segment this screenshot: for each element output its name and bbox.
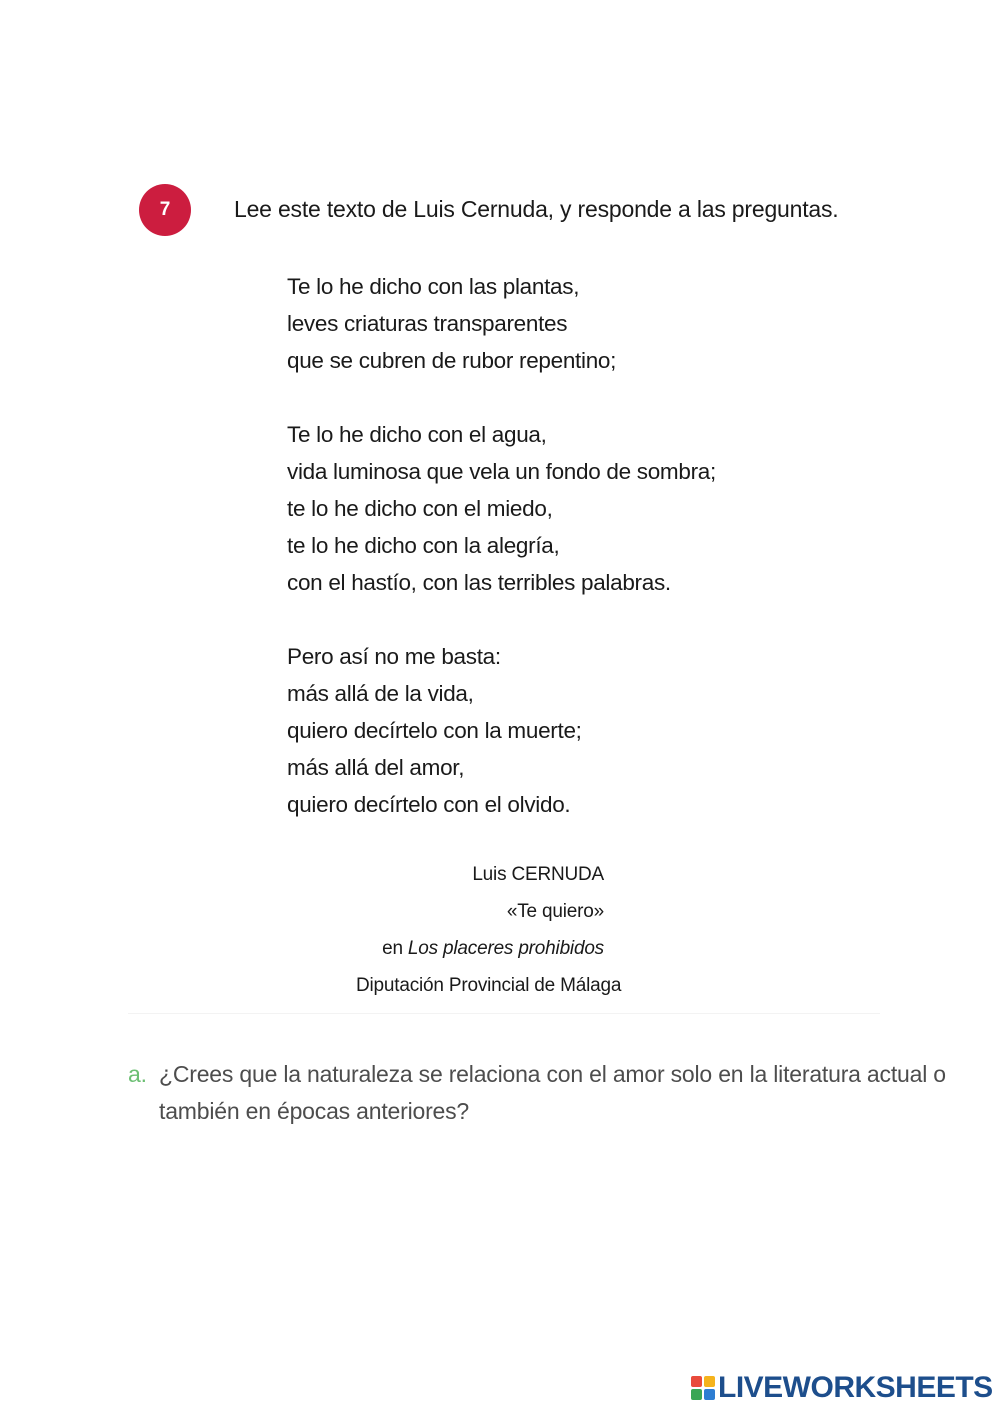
poem-line: más allá del amor, <box>287 755 465 780</box>
poem-stanza <box>287 416 716 601</box>
credit-publisher: Diputación Provincial de Málaga <box>356 975 622 996</box>
poem-line: vida luminosa que vela un fondo de sombra; <box>287 459 716 484</box>
credit-book-prefix: en <box>382 938 408 959</box>
poem-line: te lo he dicho con la alegría, <box>287 533 560 558</box>
credit-book-title: Los placeres prohibidos <box>407 938 604 959</box>
poem-line: Te lo he dicho con las plantas, <box>287 274 580 299</box>
poem-line: que se cubren de rubor repentino; <box>287 348 617 373</box>
credit-title: «Te quiero» <box>506 901 604 922</box>
poem-line: con el hastío, con las terribles palabras. <box>287 570 671 595</box>
credit-book-line <box>382 938 604 960</box>
poem-line: quiero decírtelo con la muerte; <box>287 718 582 743</box>
exercise-number-badge <box>139 184 191 236</box>
poem-line: Te lo he dicho con el agua, <box>287 422 547 447</box>
poem-line: quiero decírtelo con el olvido. <box>287 792 571 817</box>
section-divider <box>128 1013 880 1014</box>
logo-wordmark: LIVEWORKSHEETS <box>718 1371 993 1404</box>
poem-line: más allá de la vida, <box>287 681 474 706</box>
poem <box>287 268 716 823</box>
poem-stanza <box>287 638 716 823</box>
logo-blocks-icon <box>691 1376 715 1400</box>
poem-line: Pero así no me basta: <box>287 644 501 669</box>
question-text: ¿Crees que la naturaleza se relaciona con el amor solo en la literatura actual o también en épocas anteriores? <box>159 1061 946 1124</box>
credit-author: Luis CERNUDA <box>472 864 604 885</box>
liveworksheets-logo <box>691 1372 993 1404</box>
question-letter: a. <box>128 1061 147 1087</box>
poem-line: leves criaturas transparentes <box>287 311 568 336</box>
question-a <box>128 1056 978 1130</box>
exercise-number: 7 <box>159 199 171 220</box>
exercise-instruction: Lee este texto de Luis Cernuda, y responde a las preguntas. <box>234 196 839 222</box>
poem-stanza <box>287 268 716 379</box>
poem-line: te lo he dicho con el miedo, <box>287 496 553 521</box>
